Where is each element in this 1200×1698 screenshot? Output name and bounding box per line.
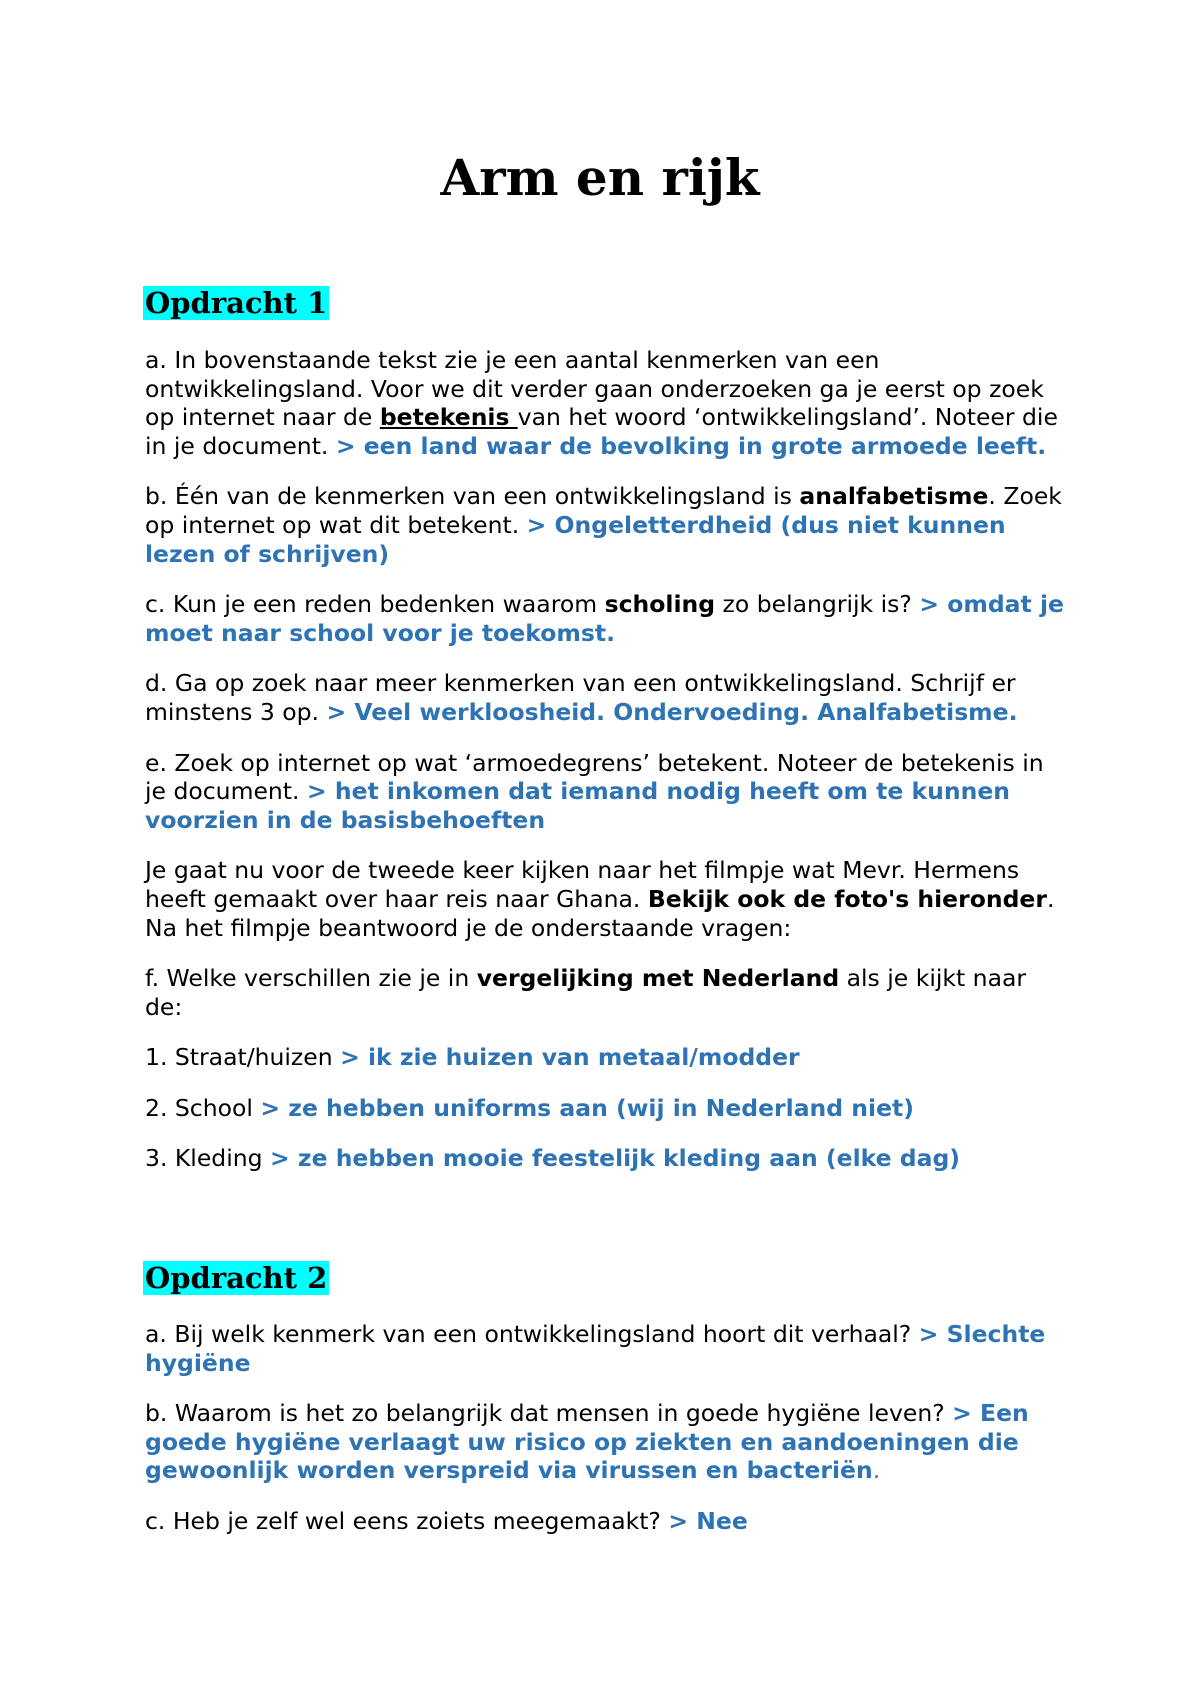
- video-intro-text-2: . Na het filmpje beantwoord je de onderstaande vragen:: [145, 884, 1055, 942]
- question-1b: [145, 482, 1070, 568]
- answer-1d: > Veel werkloosheid. Ondervoeding. Analfabetisme.: [326, 697, 1018, 726]
- list-item-answer: > ze hebben uniforms aan (wij in Nederland niet): [260, 1093, 914, 1122]
- list-item-label: 1. Straat/huizen: [145, 1043, 341, 1072]
- question-2a: [145, 1320, 1070, 1377]
- heading-opdracht-2-label: Opdracht 2: [145, 1261, 328, 1295]
- question-1c-text-2: zo belangrijk is?: [715, 590, 920, 619]
- list-item: [145, 1094, 1070, 1123]
- video-intro-text: Je gaat nu voor de tweede keer kijken naar het filmpje wat Mevr. Hermens heeft gemaakt over haar reis naar Ghana.: [145, 856, 1020, 913]
- question-1b-keyword: analfabetisme: [799, 482, 989, 511]
- answer-2c: > Nee: [668, 1506, 748, 1535]
- question-2c: [145, 1507, 1070, 1536]
- list-item: [145, 1144, 1070, 1173]
- question-1e: [145, 749, 1070, 835]
- question-1d: [145, 669, 1070, 726]
- answer-1b: > Ongeletterdheid (dus niet kunnen lezen of schrijven): [145, 510, 1006, 568]
- question-2b: [145, 1399, 1070, 1485]
- list-item-answer: > ze hebben mooie feestelijk kleding aan (elke dag): [270, 1144, 960, 1173]
- opdracht-1-content: [145, 346, 1070, 1195]
- answer-1c: > omdat je moet naar school voor je toekomst.: [145, 590, 1064, 647]
- question-1f: [145, 964, 1070, 1021]
- video-intro: [145, 856, 1070, 942]
- question-1c: [145, 590, 1070, 647]
- question-1d-text: d. Ga op zoek naar meer kenmerken van een ontwikkelingsland. Schrijf er minstens 3 op.: [145, 669, 1016, 726]
- answer-1e: > het inkomen dat iemand nodig heeft om te kunnen voorzien in de basisbehoeften: [145, 777, 1011, 834]
- video-intro-bold: Bekijk ook de foto's hieronder: [647, 884, 1047, 913]
- question-1e-text: e. Zoek op internet op wat ‘armoedegrens’ betekent. Noteer de betekenis in je document.: [145, 748, 1044, 806]
- heading-opdracht-1-label: Opdracht 1: [145, 286, 328, 320]
- question-2b-text: b. Waarom is het zo belangrijk dat mensen in goede hygiëne leven?: [145, 1399, 953, 1428]
- list-item-answer: > ik zie huizen van metaal/modder: [340, 1043, 800, 1072]
- question-1b-text: b. Één van de kenmerken van een ontwikkelingsland is: [145, 482, 800, 511]
- list-item: [145, 1043, 1070, 1072]
- document-title: Arm en rijk: [440, 148, 760, 207]
- question-1a: [145, 346, 1070, 460]
- answer-1a: > een land waar de bevolking in grote armoede leeft.: [335, 431, 1047, 460]
- question-1c-text: c. Kun je een reden bedenken waarom: [145, 590, 605, 619]
- question-1a-text-2: van het woord ‘ontwikkelingsland’. Noteer die in je document.: [145, 403, 1058, 460]
- question-1c-keyword: scholing: [604, 590, 716, 619]
- question-1b-text-2: . Zoek op internet op wat dit betekent.: [145, 482, 1062, 539]
- question-2a-text: a. Bij welk kenmerk van een ontwikkelingsland hoort dit verhaal?: [145, 1320, 919, 1348]
- answer-2a: > Slechte hygiëne: [145, 1320, 1046, 1377]
- answer-2b: > Een goede hygiëne verlaagt uw risico op ziekten en aandoeningen die gewoonlijk worden verspreid via virussen en bacteriën: [145, 1399, 1029, 1485]
- list-item-label: 2. School: [145, 1093, 261, 1122]
- question-1f-text-2: als je kijkt naar de:: [145, 964, 1027, 1021]
- answer-2b-period: .: [872, 1456, 881, 1485]
- question-1f-text: f. Welke verschillen zie je in: [145, 964, 477, 993]
- question-1a-keyword: betekenis: [379, 403, 518, 432]
- heading-opdracht-1: [143, 282, 329, 324]
- question-1f-keyword: vergelijking met Nederland: [476, 964, 840, 993]
- heading-opdracht-2: [143, 1257, 329, 1299]
- question-2c-text: c. Heb je zelf wel eens zoiets meegemaakt?: [145, 1506, 669, 1535]
- list-item-label: 3. Kleding: [145, 1144, 271, 1173]
- question-1a-text: a. In bovenstaande tekst zie je een aantal kenmerken van een ontwikkelingsland. Voor we dit verder gaan onderzoeken ga je eerst op zoek op internet naar de: [145, 346, 1044, 432]
- opdracht-2-content: [145, 1320, 1070, 1558]
